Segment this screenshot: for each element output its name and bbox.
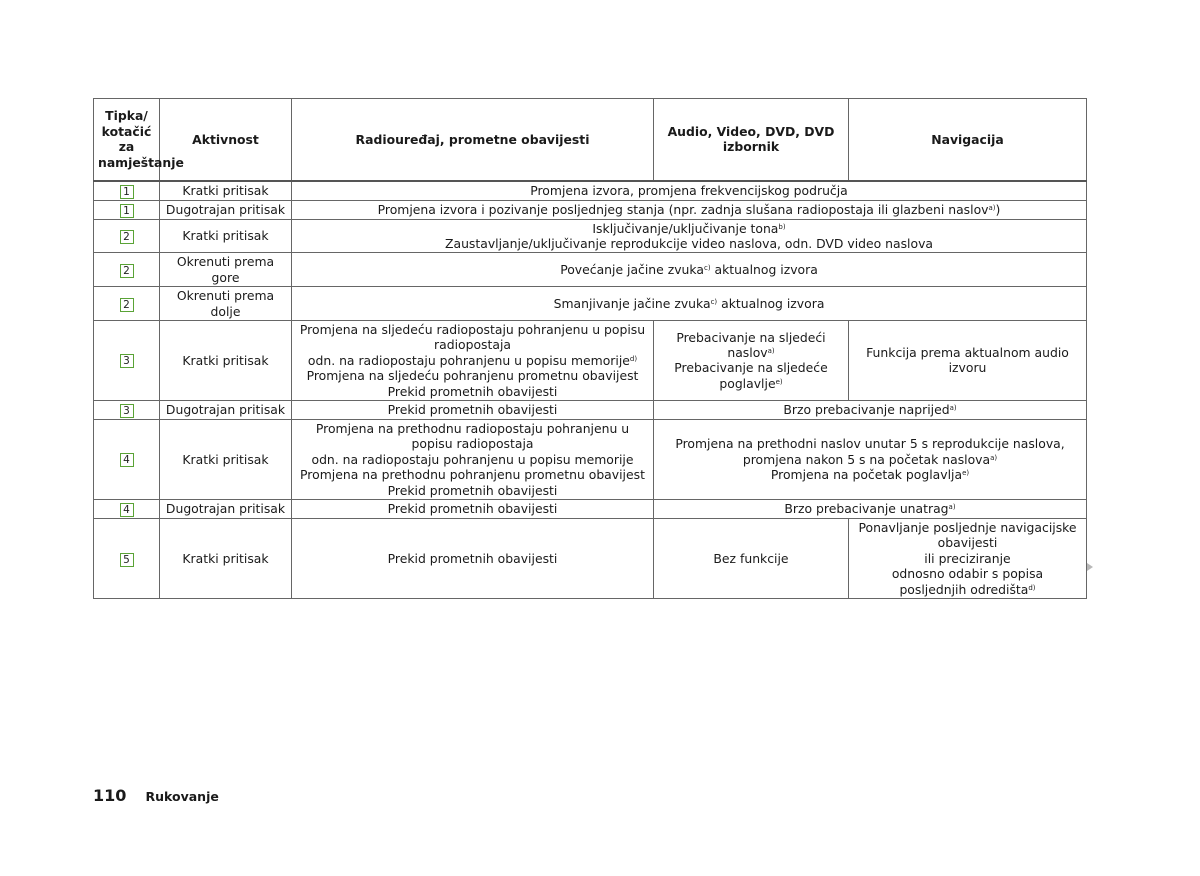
audio-nav-cell: Promjena na prethodni naslov unutar 5 s reprodukcije naslova, promjena nakon 5 s na početak naslova$^{a)}$ Promjena na početak poglavlja$^{e)}$ xyxy=(654,419,1087,499)
key-button-3: 3 xyxy=(120,354,134,368)
activity-cell: Dugotrajan pritisak xyxy=(160,400,292,419)
footnote-ref: a) xyxy=(949,404,957,413)
table-row xyxy=(94,287,1087,321)
radio-cell: Prekid prometnih obavijesti xyxy=(292,500,654,519)
footnote-ref: a) xyxy=(767,347,775,356)
footnote-ref: d) xyxy=(1028,583,1036,592)
footnote-ref: e) xyxy=(775,377,783,386)
key-button-4: 4 xyxy=(120,453,134,467)
footnote-ref: b) xyxy=(778,222,786,231)
header-key: Tipka/ kotačić za namještanje xyxy=(94,99,160,181)
header-radio: Radiouređaj, prometne obavijesti xyxy=(292,99,654,181)
table-row xyxy=(94,219,1087,253)
key-button-4: 4 xyxy=(120,503,134,517)
section-title: Rukovanje xyxy=(145,789,219,804)
activity-cell: Kratki pritisak xyxy=(160,219,292,253)
activity-cell: Dugotrajan pritisak xyxy=(160,200,292,219)
key-button-1: 1 xyxy=(120,185,134,199)
key-button-5: 5 xyxy=(120,553,134,567)
header-activity: Aktivnost xyxy=(160,99,292,181)
audio-nav-cell: Brzo prebacivanje naprijed$^{a)}$ xyxy=(654,400,1087,419)
key-button-2: 2 xyxy=(120,298,134,312)
table-header-row xyxy=(94,99,1087,181)
key-button-3: 3 xyxy=(120,404,134,418)
key-button-1: 1 xyxy=(120,204,134,218)
footnote-ref: c) xyxy=(710,297,718,306)
audio-cell: Prebacivanje na sljedeći naslov$^{a)}$ Prebacivanje na sljedeće poglavlje$^{e)}$ xyxy=(654,320,849,400)
merged-cell: Smanjivanje jačine zvuka$^{c)}$ aktualnog izvora xyxy=(292,287,1087,321)
merged-cell: Povećanje jačine zvuka$^{c)}$ aktualnog izvora xyxy=(292,253,1087,287)
activity-cell: Kratki pritisak xyxy=(160,519,292,599)
activity-cell: Okrenuti prema gore xyxy=(160,253,292,287)
radio-cell: Promjena na prethodnu radiopostaju pohranjenu u popisu radiopostaja odn. na radiopostaju pohranjenu u popisu memorije Promjena na prethodnu pohranjenu prometnu obavijest Prekid prometnih obavijesti xyxy=(292,419,654,499)
continued-arrow-icon xyxy=(1087,563,1093,571)
table-row xyxy=(94,419,1087,499)
merged-cell: Promjena izvora i pozivanje posljednjeg stanja (npr. zadnja slušana radiopostaja ili glazbeni naslov$^{a)}$) xyxy=(292,200,1087,219)
footnote-ref: d) xyxy=(629,354,638,363)
header-navigation: Navigacija xyxy=(849,99,1087,181)
activity-cell: Kratki pritisak xyxy=(160,419,292,499)
control-table xyxy=(93,98,1087,599)
key-button-2: 2 xyxy=(120,264,134,278)
radio-cell: Promjena na sljedeću radiopostaju pohranjenu u popisu radiopostaja odn. na radiopostaju pohranjenu u popisu memorije$^{d)}$ Promjena na sljedeću pohranjenu prometnu obavijest Prekid prometnih obavijesti xyxy=(292,320,654,400)
activity-cell: Dugotrajan pritisak xyxy=(160,500,292,519)
footnote-ref: a) xyxy=(948,503,956,512)
radio-cell: Prekid prometnih obavijesti xyxy=(292,400,654,419)
table-row xyxy=(94,500,1087,519)
activity-cell: Kratki pritisak xyxy=(160,320,292,400)
footnote-ref: c) xyxy=(703,264,711,273)
activity-cell: Kratki pritisak xyxy=(160,181,292,201)
navigation-cell: Funkcija prema aktualnom audio izvoru xyxy=(849,320,1087,400)
merged-cell: Isključivanje/uključivanje tona$^{b)}$ Zaustavljanje/uključivanje reprodukcije video naslova, odn. DVD video naslova xyxy=(292,219,1087,253)
table-row xyxy=(94,320,1087,400)
navigation-cell: Ponavljanje posljednje navigacijske obavijesti ili preciziranje odnosno odabir s popisa posljednjih odredišta$^{d)}$ xyxy=(849,519,1087,599)
table-row xyxy=(94,181,1087,201)
key-button-2: 2 xyxy=(120,230,134,244)
table-row xyxy=(94,253,1087,287)
audio-cell: Bez funkcije xyxy=(654,519,849,599)
table-row xyxy=(94,519,1087,599)
header-audio: Audio, Video, DVD, DVD izbornik xyxy=(654,99,849,181)
merged-cell: Promjena izvora, promjena frekvencijskog područja xyxy=(292,181,1087,201)
table-row xyxy=(94,400,1087,419)
activity-cell: Okrenuti prema dolje xyxy=(160,287,292,321)
footnote-ref: e) xyxy=(962,469,970,478)
page-number: 110 xyxy=(93,786,127,805)
page-footer xyxy=(93,786,219,805)
audio-nav-cell: Brzo prebacivanje unatrag$^{a)}$ xyxy=(654,500,1087,519)
table-row xyxy=(94,200,1087,219)
footnote-ref: a) xyxy=(990,453,998,462)
footnote-ref: a) xyxy=(988,203,996,212)
radio-cell: Prekid prometnih obavijesti xyxy=(292,519,654,599)
